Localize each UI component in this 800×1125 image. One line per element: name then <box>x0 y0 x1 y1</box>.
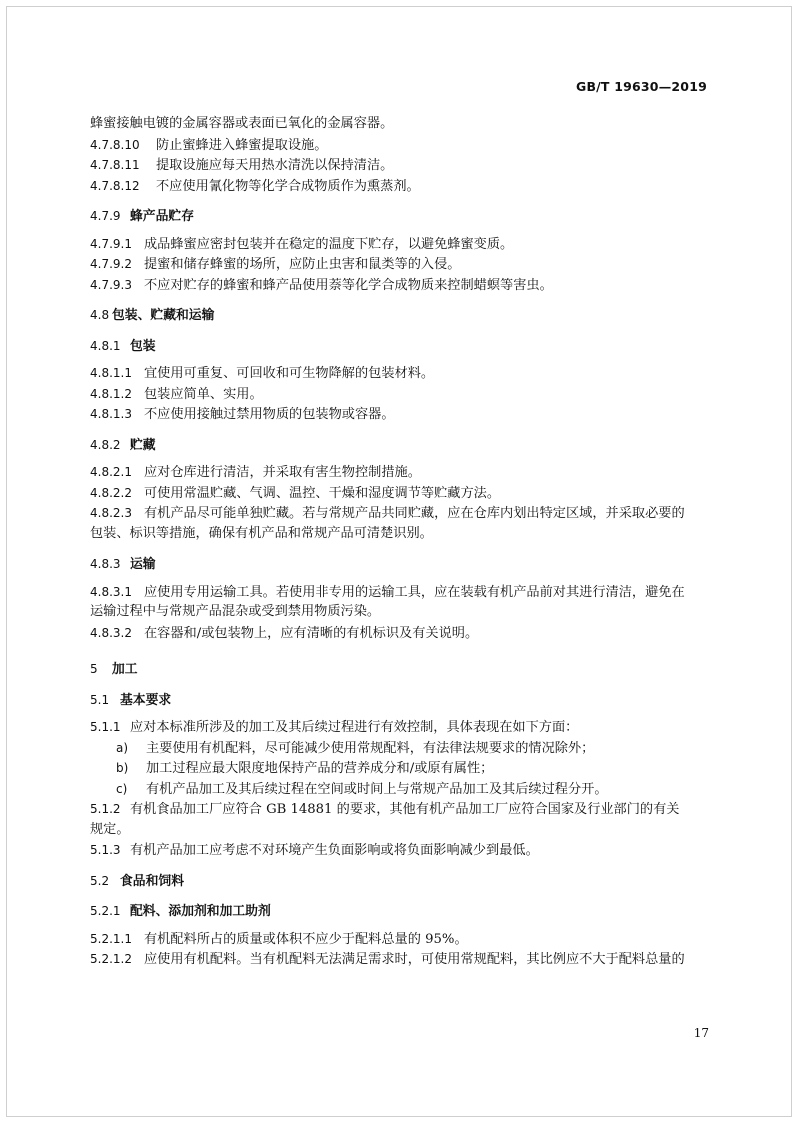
clause-4-8-3-2: 4.8.3.2 在容器和/或包装物上，应有清晰的有机标识及有关说明。 <box>90 625 479 641</box>
heading-4-7-9: 4.7.9 蜂产品贮存 <box>90 209 194 224</box>
heading-5-2: 5.2 食品和饲料 <box>90 873 184 889</box>
clause-5-1-3: 5.1.3 有机产品加工应考虑不对环境产生负面影响或将负面影响减少到最低。 <box>90 843 539 858</box>
clause-4-8-2-1: 4.8.2.1 应对仓库进行清洁，并采取有害生物控制措施。 <box>90 465 421 480</box>
paragraph-continuation: 蜂蜜接触电镀的金属容器或表面已氧化的金属容器。 <box>90 116 394 131</box>
clause-4-7-8-11: 4.7.8.11 提取设施应每天用热水清洗以保持清洁。 <box>90 158 394 173</box>
clause-5-1-2-continuation: 规定。 <box>90 821 130 837</box>
document-body <box>90 114 710 970</box>
clause-4-7-9-1: 4.7.9.1 成品蜂蜜应密封包装并在稳定的温度下贮存，以避免蜂蜜变质。 <box>90 236 514 252</box>
heading-4-8: 4.8 包装、贮藏和运输 <box>90 308 215 323</box>
clause-4-7-9-3: 4.7.9.3 不应对贮存的蜂蜜和蜂产品使用萘等化学合成物质来控制蜡螟等害虫。 <box>90 277 553 293</box>
clause-4-8-1-1: 4.8.1.1 宜使用可重复、可回收和可生物降解的包装材料。 <box>90 366 435 381</box>
clause-4-8-2-2: 4.8.2.2 可使用常温贮藏、气调、温控、干燥和湿度调节等贮藏方法。 <box>90 485 501 501</box>
clause-5-2-1-2: 5.2.1.2 应使用有机配料。当有机配料无法满足需求时，可使用常规配料，其比例应不大于配料总量的 <box>90 952 685 967</box>
clause-4-8-3-1: 4.8.3.1 应使用专用运输工具。若使用非专用的运输工具，应在装载有机产品前对其进行清洁，避免在 <box>90 584 685 600</box>
clause-4-7-8-12: 4.7.8.12 不应使用氰化物等化学合成物质作为熏蒸剂。 <box>90 178 420 194</box>
clause-4-8-2-3: 4.8.2.3 有机产品尽可能单独贮藏。若与常规产品共同贮藏，应在仓库内划出特定区域，并采取必要的 <box>90 506 685 521</box>
clause-5-1-1: 5.1.1 应对本标准所涉及的加工及其后续过程进行有效控制，具体表现在如下方面： <box>90 720 579 735</box>
clause-4-8-3-1-continuation: 运输过程中与常规产品混杂或受到禁用物质污染。 <box>90 604 381 619</box>
clause-4-8-2-3-continuation: 包装、标识等措施，确保有机产品和常规产品可清楚识别。 <box>90 525 433 541</box>
clause-5-1-2: 5.1.2 有机食品加工厂应符合 GB 14881 的要求，其他有机产品加工厂应符合国家及行业部门的有关 <box>90 802 680 817</box>
clause-4-8-1-2: 4.8.1.2 包装应简单、实用。 <box>90 386 263 402</box>
heading-5: 5 加工 <box>90 662 138 677</box>
page-number: 17 <box>693 1026 709 1040</box>
heading-4-8-2: 4.8.2 贮藏 <box>90 437 156 453</box>
heading-4-8-3: 4.8.3 运输 <box>90 557 156 572</box>
heading-4-8-1: 4.8.1 包装 <box>90 338 156 354</box>
standard-code: GB/T 19630—2019 <box>575 79 707 94</box>
list-item-c: c) 有机产品加工及其后续过程在空间或时间上与常规产品加工及其后续过程分开。 <box>116 781 608 797</box>
clause-4-7-8-10: 4.7.8.10 防止蜜蜂进入蜂蜜提取设施。 <box>90 137 328 153</box>
list-item-b: b) 加工过程应最大限度地保持产品的营养成分和/或原有属性； <box>116 761 494 776</box>
list-item-a: a) 主要使用有机配料，尽可能减少使用常规配料，有法律法规要求的情况除外； <box>116 740 595 756</box>
clause-4-7-9-2: 4.7.9.2 提蜜和储存蜂蜜的场所，应防止虫害和鼠类等的入侵。 <box>90 257 461 272</box>
heading-5-2-1: 5.2.1 配料、添加剂和加工助剂 <box>90 904 271 919</box>
clause-4-8-1-3: 4.8.1.3 不应使用接触过禁用物质的包装物或容器。 <box>90 407 395 422</box>
clause-5-2-1-1: 5.2.1.1 有机配料所占的质量或体积不应少于配料总量的 95%。 <box>90 931 468 947</box>
heading-5-1: 5.1 基本要求 <box>90 692 172 708</box>
